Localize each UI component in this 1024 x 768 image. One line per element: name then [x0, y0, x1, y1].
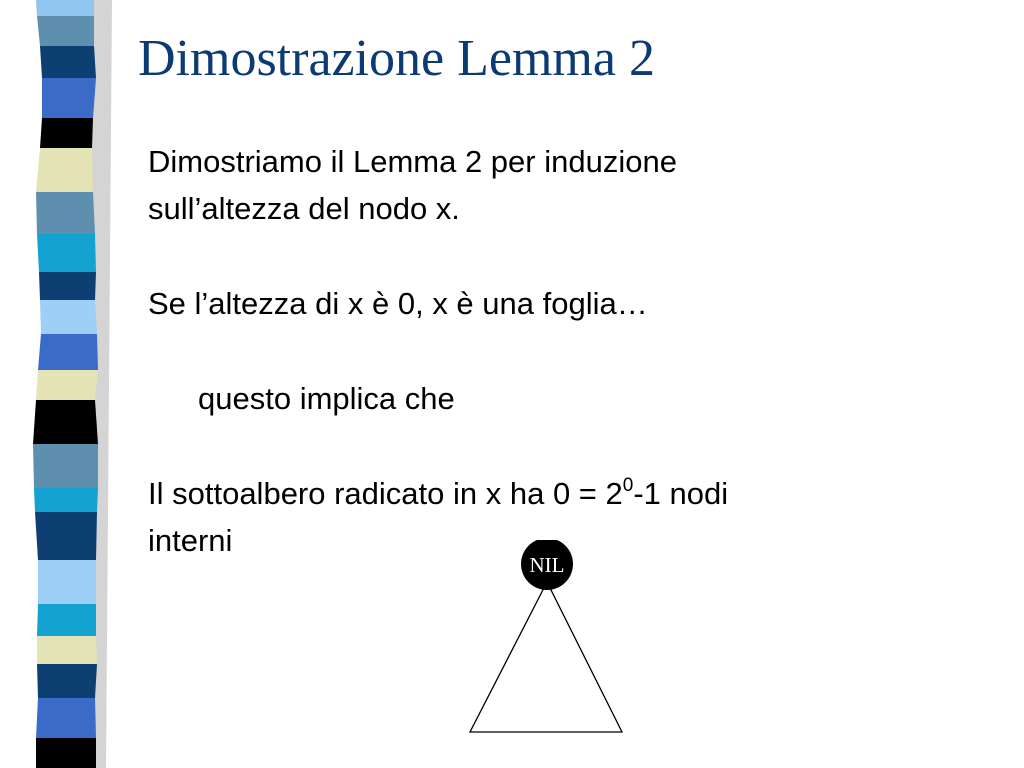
text-line-5-suffix: -1 nodi: [633, 476, 729, 511]
text-line-2: sull’altezza del nodo x.: [148, 191, 460, 226]
stripe-block: [37, 16, 94, 46]
text-line-3: Se l’altezza di x è 0, x è una foglia…: [148, 286, 648, 321]
stripe-block: [40, 118, 93, 148]
stripe-block: [38, 334, 98, 370]
stripe-block: [37, 664, 97, 698]
stripe-block: [33, 400, 98, 444]
exponent: 0: [622, 475, 634, 496]
subtree-diagram: [460, 540, 640, 740]
text-line-5: [148, 475, 729, 511]
text-line-1: Dimostriamo il Lemma 2 per induzione: [148, 144, 677, 179]
stripe-block: [36, 370, 98, 400]
stripe-block: [36, 192, 95, 234]
stripe-block: [40, 46, 96, 78]
stripe-block: [36, 698, 96, 738]
stripe-blocks: [33, 0, 98, 768]
subtree-triangle: [470, 582, 622, 732]
stripe-block: [36, 738, 96, 768]
stripe-block: [42, 78, 96, 118]
slide-title: Dimostrazione Lemma 2: [138, 30, 655, 87]
stripe-block: [40, 300, 97, 334]
stripe-block: [38, 560, 96, 604]
text-line-6: interni: [148, 523, 233, 558]
stripe-block: [35, 512, 97, 560]
text-line-4: questo implica che: [198, 381, 455, 416]
stripe-block: [34, 488, 98, 512]
stripe-block: [33, 444, 98, 488]
stripe-block: [39, 272, 96, 300]
stripe-block: [37, 234, 96, 272]
text-line-5-prefix: Il sottoalbero radicato in x ha 0 = 2: [148, 476, 623, 511]
stripe-block: [37, 636, 97, 664]
decorative-stripe: [0, 0, 130, 768]
nil-label: NIL: [529, 553, 565, 577]
stripe-block: [36, 148, 93, 192]
stripe-block: [37, 604, 96, 636]
stripe-block: [36, 0, 94, 16]
